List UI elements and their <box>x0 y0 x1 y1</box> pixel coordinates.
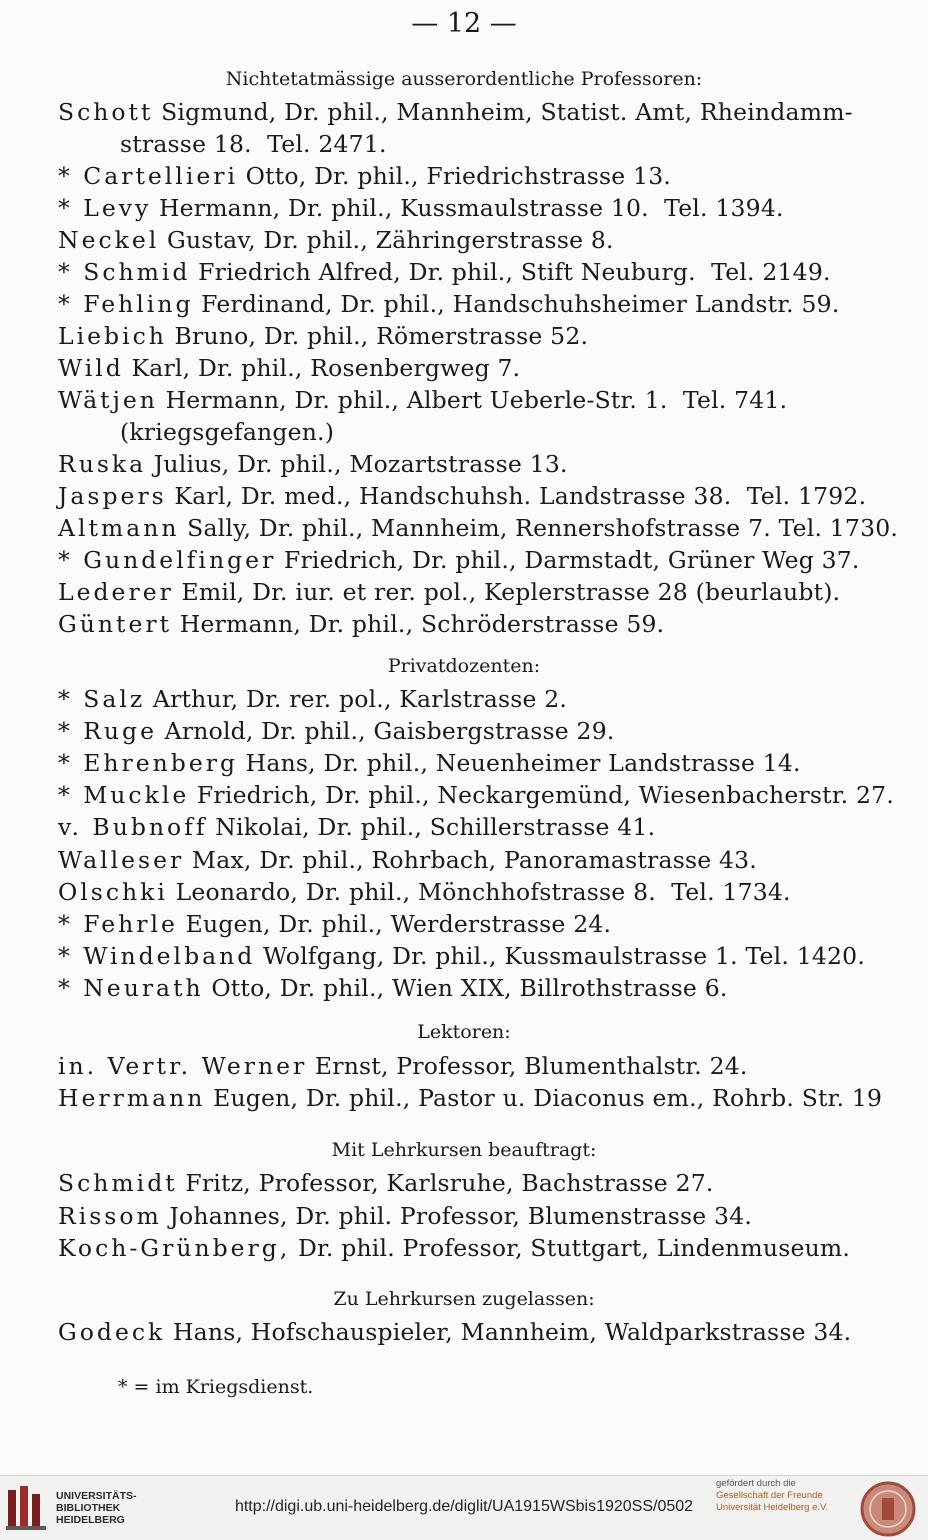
entry-details: Emil, Dr. iur. et rer. pol., Keplerstrasse 28 (beurlaubt). <box>173 578 841 606</box>
directory-entry <box>58 162 671 190</box>
directory-entry <box>58 354 520 382</box>
entry-surname: * Schmid <box>58 258 191 286</box>
directory-entry <box>58 482 866 510</box>
heading-nichtetat: Nichtetatmässige ausserordentliche Professoren: <box>225 68 703 90</box>
directory-entry <box>58 386 787 414</box>
entry-details: Sigmund, Dr. phil., Mannheim, Statist. Amt, Rheindamm- <box>153 98 853 126</box>
entry-surname: Godeck <box>58 1318 166 1346</box>
entry-details: Johannes, Dr. phil. Professor, Blumenstrasse 34. <box>161 1201 753 1230</box>
directory-entry <box>58 322 588 350</box>
footnote: * = im Kriegsdienst. <box>118 1376 314 1398</box>
entry-details: Wolfgang, Dr. phil., Kussmaulstrasse 1. Tel. 1420. <box>255 941 865 970</box>
entry-details: Hermann, Dr. phil., Kussmaulstrasse 10. Tel. 1394. <box>151 194 784 222</box>
entry-surname: * Muckle <box>58 781 190 810</box>
heading-privatdozenten: Privatdozenten: <box>387 655 541 677</box>
entry-surname: * Ruge <box>58 717 157 746</box>
entry-surname: * Ehrenberg <box>58 749 239 778</box>
digitization-footer <box>0 1475 928 1540</box>
entry-details: Friedrich, Dr. phil., Neckargemünd, Wiesenbacherstr. 27. <box>189 781 894 810</box>
entry-details: Max, Dr. phil., Rohrbach, Panoramastrasse 43. <box>184 845 757 874</box>
entry-details: Hermann, Dr. phil., Schröderstrasse 59. <box>172 610 665 638</box>
entry-surname: * Gundelfinger <box>58 546 277 574</box>
directory-entry <box>58 942 865 970</box>
entry-surname: * Fehling <box>58 290 194 318</box>
entry-surname: Walleser <box>58 845 185 874</box>
entry-details: Hans, Dr. phil., Neuenheimer Landstrasse 14. <box>238 749 801 778</box>
entry-surname: * Windelband <box>58 941 256 970</box>
library-name: UNIVERSITÄTS- BIBLIOTHEK HEIDELBERG <box>56 1490 137 1526</box>
directory-entry <box>58 878 791 906</box>
entry-details: Gustav, Dr. phil., Zähringerstrasse 8. <box>159 226 614 254</box>
entry-surname: Ruska <box>58 450 147 478</box>
entry-details: Eugen, Dr. phil., Werderstrasse 24. <box>177 909 612 938</box>
entry-details: Fritz, Professor, Karlsruhe, Bachstrasse 27. <box>177 1169 714 1197</box>
directory-entry <box>58 974 728 1002</box>
entry-surname: Schmidt <box>58 1169 178 1197</box>
directory-entry <box>58 610 664 638</box>
directory-entry <box>58 813 655 841</box>
directory-entry <box>58 258 831 286</box>
entry-details: Bruno, Dr. phil., Römerstrasse 52. <box>166 322 589 350</box>
directory-entry <box>58 717 615 745</box>
entry-details: Hans, Hofschauspieler, Mannheim, Waldparkstrasse 34. <box>165 1318 852 1346</box>
university-seal-icon <box>856 1480 920 1538</box>
entry-details: Nikolai, Dr. phil., Schillerstrasse 41. <box>207 813 656 842</box>
directory-entry <box>58 685 567 713</box>
directory-entry <box>58 194 784 222</box>
entry-surname: * Salz <box>58 685 146 713</box>
heading-lehrkurse: Mit Lehrkursen beauftragt: <box>331 1139 597 1161</box>
entry-text: strasse 18. Tel. 2471. <box>120 130 387 158</box>
entry-details: Dr. phil. Professor, Stuttgart, Lindenmuseum. <box>290 1234 851 1262</box>
directory-entry <box>58 1052 748 1080</box>
entry-surname: Olschki <box>58 877 168 906</box>
directory-entry <box>58 781 894 809</box>
directory-entry <box>58 910 611 938</box>
entry-details: Otto, Dr. phil., Wien XIX, Billrothstrasse 6. <box>203 973 728 1002</box>
entry-details: Julius, Dr. phil., Mozartstrasse 13. <box>146 450 568 478</box>
directory-entry <box>58 98 853 126</box>
entry-surname: Rissom <box>58 1201 162 1230</box>
entry-surname: Liebich <box>58 322 167 350</box>
entry-details: Arthur, Dr. rer. pol., Karlstrasse 2. <box>145 685 568 713</box>
entry-surname: * Neurath <box>58 973 204 1002</box>
directory-entry <box>58 1084 882 1112</box>
entry-details: Sally, Dr. phil., Mannheim, Rennershofstrasse 7. Tel. 1730. <box>179 514 899 542</box>
entry-details: Eugen, Dr. phil., Pastor u. Diaconus em., Rohrb. Str. 19 <box>205 1084 883 1112</box>
entry-surname: Lederer <box>58 578 174 606</box>
directory-entry <box>58 1169 714 1197</box>
entry-surname: in. Vertr. Werner <box>58 1052 308 1080</box>
permalink-url[interactable]: http://digi.ub.uni-heidelberg.de/diglit/UA1915WSbis1920SS/0502 <box>234 1498 694 1515</box>
directory-entry <box>58 290 840 318</box>
entry-surname: Koch-Grünberg, <box>58 1234 291 1262</box>
directory-entry <box>58 1202 752 1230</box>
directory-entry <box>58 546 860 574</box>
entry-details: Otto, Dr. phil., Friedrichstrasse 13. <box>238 162 672 190</box>
entry-details: Ernst, Professor, Blumenthalstr. 24. <box>307 1052 748 1080</box>
entry-details: Ferdinand, Dr. phil., Handschuhsheimer Landstr. 59. <box>193 290 840 318</box>
directory-entry <box>58 1234 850 1262</box>
directory-entry <box>58 749 801 777</box>
entry-continuation <box>120 130 387 158</box>
directory-entry <box>58 846 757 874</box>
entry-surname: * Levy <box>58 194 152 222</box>
entry-surname: * Cartellieri <box>58 162 238 190</box>
entry-details: Karl, Dr. med., Handschuhsh. Landstrasse 38. Tel. 1792. <box>166 482 867 510</box>
entry-details: Arnold, Dr. phil., Gaisbergstrasse 29. <box>157 717 615 746</box>
entry-details: Friedrich Alfred, Dr. phil., Stift Neuburg. Tel. 2149. <box>190 258 831 286</box>
entry-surname: Güntert <box>58 610 173 638</box>
entry-details: Karl, Dr. phil., Rosenbergweg 7. <box>123 354 521 382</box>
entry-surname: v. Bubnoff <box>58 813 208 842</box>
page-number: — 12 — <box>411 8 517 39</box>
entry-details: Friedrich, Dr. phil., Darmstadt, Grüner Weg 37. <box>276 546 860 574</box>
entry-details: Hermann, Dr. phil., Albert Ueberle-Str. 1. Tel. 741. <box>157 386 788 414</box>
directory-entry <box>58 450 568 478</box>
heading-zugelassen: Zu Lehrkursen zugelassen: <box>333 1288 595 1310</box>
entry-text: (kriegsgefangen.) <box>120 418 335 446</box>
entry-surname: Wild <box>58 354 124 382</box>
entry-surname: Altmann <box>58 514 180 542</box>
entry-surname: Herrmann <box>58 1084 206 1112</box>
entry-surname: * Fehrle <box>58 909 178 938</box>
entry-continuation <box>120 418 334 446</box>
directory-entry <box>58 1318 851 1346</box>
entry-surname: Neckel <box>58 226 160 254</box>
directory-entry <box>58 514 898 542</box>
entry-surname: Jaspers <box>58 482 167 510</box>
heading-lektoren: Lektoren: <box>417 1021 511 1043</box>
sponsor-note: gefördert durch die Gesellschaft der Freunde Universität Heidelberg e.V. <box>716 1478 829 1513</box>
entry-details: Leonardo, Dr. phil., Mönchhofstrasse 8. Tel. 1734. <box>167 877 791 906</box>
directory-entry <box>58 226 614 254</box>
directory-entry <box>58 578 840 606</box>
entry-surname: Wätjen <box>58 386 158 414</box>
entry-surname: Schott <box>58 98 154 126</box>
